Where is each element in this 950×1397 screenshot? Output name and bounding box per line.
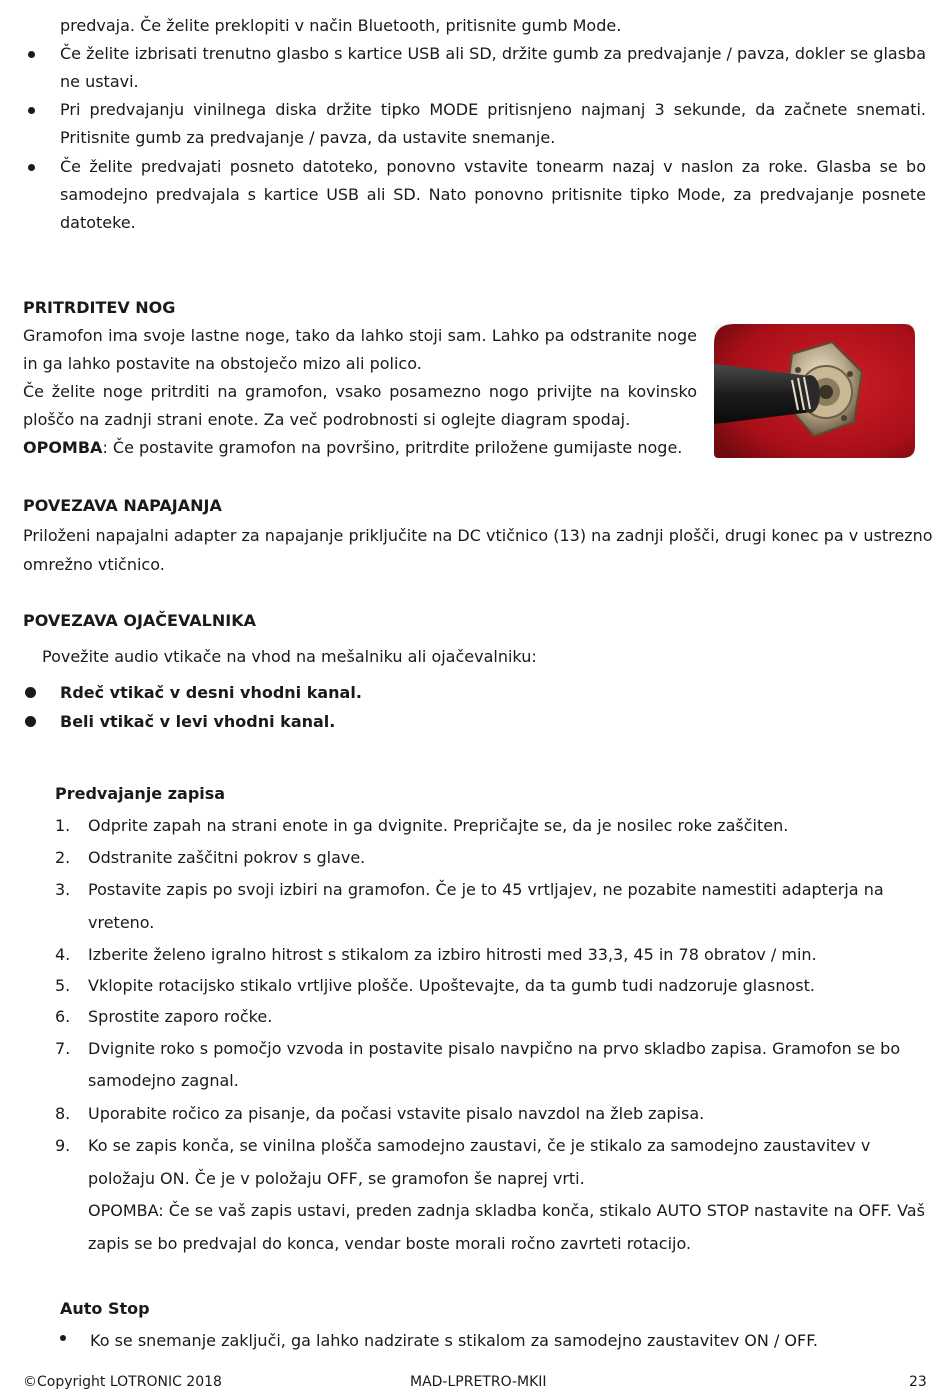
step-4-line-1: Izberite želeno igralno hitrost s stikalom za izbiro hitrosti med 33,3, 45 in 78 obratov / min. [88, 945, 817, 964]
note-label: OPOMBA [23, 438, 103, 457]
bullet-icon [28, 107, 35, 114]
amp-intro: Povežite audio vtikače na vhod na mešalniku ali ojačevalniku: [42, 647, 537, 666]
playback-heading: Predvajanje zapisa [55, 784, 226, 803]
amp-heading: POVEZAVA OJAČEVALNIKA [23, 611, 256, 630]
step-6-line-1: Sprostite zaporo ročke. [88, 1007, 273, 1026]
bullet-1-line-2: ne ustavi. [60, 72, 139, 91]
step-number: 7. [55, 1039, 71, 1058]
power-heading: POVEZAVA NAPAJANJA [23, 496, 222, 515]
step-3-line-2: vreteno. [88, 913, 155, 932]
step-2-line-1: Odstranite zaščitni pokrov s glave. [88, 848, 366, 867]
step-number: 2. [55, 848, 71, 867]
legs-line-3: Če želite noge pritrditi na gramofon, vsako posamezno nogo privijte na kovinsko [23, 382, 697, 401]
step-number: 8. [55, 1104, 71, 1123]
bullet-icon [60, 1335, 66, 1341]
bullet-2-line-1: Pri predvajanju vinilnega diska držite tipko MODE pritisnjeno najmanj 3 sekunde, da začnete snemati. [60, 100, 926, 119]
leg-mount-photo [714, 324, 915, 458]
bullet-3-line-1: Če želite predvajati posneto datoteko, ponovno vstavite tonearm nazaj v naslon za roke. Glasba se bo [60, 157, 926, 176]
step-number: 1. [55, 816, 71, 835]
step-number: 4. [55, 945, 71, 964]
bullet-3-line-3: datoteke. [60, 213, 136, 232]
power-line-2: omrežno vtičnico. [23, 555, 165, 574]
footer-page-number: 23 [909, 1374, 927, 1390]
legs-heading: PRITRDITEV NOG [23, 298, 176, 317]
autostop-heading: Auto Stop [60, 1299, 150, 1318]
step-number: 6. [55, 1007, 71, 1026]
bullet-3-line-2: samodejno predvajala s kartice USB ali SD. Nato ponovno pritisnite tipko Mode, za predvajanje posnete [60, 185, 926, 204]
step-8-line-1: Uporabite ročico za pisanje, da počasi vstavite pisalo navzdol na žleb zapisa. [88, 1104, 705, 1123]
step-9-line-1: Ko se zapis konča, se vinilna plošča samodejno zaustavi, če je stikalo za samodejno zaustavitev v [88, 1136, 871, 1155]
legs-line-2: in ga lahko postavite na obstoječo mizo ali polico. [23, 354, 422, 373]
amp-bullet-white: Beli vtikač v levi vhodni kanal. [60, 712, 336, 731]
power-line-1: Priloženi napajalni adapter za napajanje priključite na DC vtičnico (13) na zadnji plošči, drugi konec pa v ustrezno [23, 526, 933, 545]
bullet-2-line-2: Pritisnite gumb za predvajanje / pavza, da ustavite snemanje. [60, 128, 556, 147]
step-number: 9. [55, 1136, 71, 1155]
bullet-icon [25, 687, 36, 698]
bullet-icon [25, 716, 36, 727]
step-5-line-1: Vklopite rotacijsko stikalo vrtljive plošče. Upoštevajte, da ta gumb tudi nadzoruje glasnost. [88, 976, 815, 995]
bullet-icon [28, 51, 35, 58]
step-7-line-1: Dvignite roko s pomočjo vzvoda in postavite pisalo navpično na prvo skladbo zapisa. Gramofon se bo [88, 1039, 901, 1058]
legs-line-4: ploščo na zadnji strani enote. Za več podrobnosti si oglejte diagram spodaj. [23, 410, 631, 429]
continuation-text: predvaja. Če želite preklopiti v način Bluetooth, pritisnite gumb Mode. [60, 16, 622, 35]
amp-bullet-red: Rdeč vtikač v desni vhodni kanal. [60, 683, 362, 702]
step-9-line-3: OPOMBA: Če se vaš zapis ustavi, preden zadnja skladba konča, stikalo AUTO STOP nastavite na OFF. Vaš [88, 1201, 925, 1220]
autostop-bullet: Ko se snemanje zaključi, ga lahko nadzirate s stikalom za samodejno zaustavitev ON / OFF. [90, 1331, 818, 1350]
step-number: 5. [55, 976, 71, 995]
step-3-line-1: Postavite zapis po svoji izbiri na gramofon. Če je to 45 vrtljajev, ne pozabite namestiti adapterja na [88, 880, 884, 899]
footer-copyright: ©Copyright LOTRONIC 2018 [23, 1374, 222, 1390]
step-7-line-2: samodejno zagnal. [88, 1071, 239, 1090]
step-9-line-4: zapis se bo predvajal do konca, vendar boste morali ročno zavrteti rotacijo. [88, 1234, 692, 1253]
step-1-line-1: Odprite zapah na strani enote in ga dvignite. Prepričajte se, da je nosilec roke zaščiten. [88, 816, 789, 835]
bullet-icon [28, 164, 35, 171]
note-text: : Če postavite gramofon na površino, pritrdite priložene gumijaste noge. [102, 438, 683, 457]
bullet-1-line-1: Če želite izbrisati trenutno glasbo s kartice USB ali SD, držite gumb za predvajanje / pavza, dokler se glasba [60, 44, 926, 63]
legs-line-1: Gramofon ima svoje lastne noge, tako da lahko stoji sam. Lahko pa odstranite noge [23, 326, 697, 345]
footer-model: MAD-LPRETRO-MKII [410, 1374, 547, 1390]
legs-note [23, 438, 682, 458]
step-number: 3. [55, 880, 71, 899]
step-9-line-2: položaju ON. Če je v položaju OFF, se gramofon še naprej vrti. [88, 1169, 585, 1188]
